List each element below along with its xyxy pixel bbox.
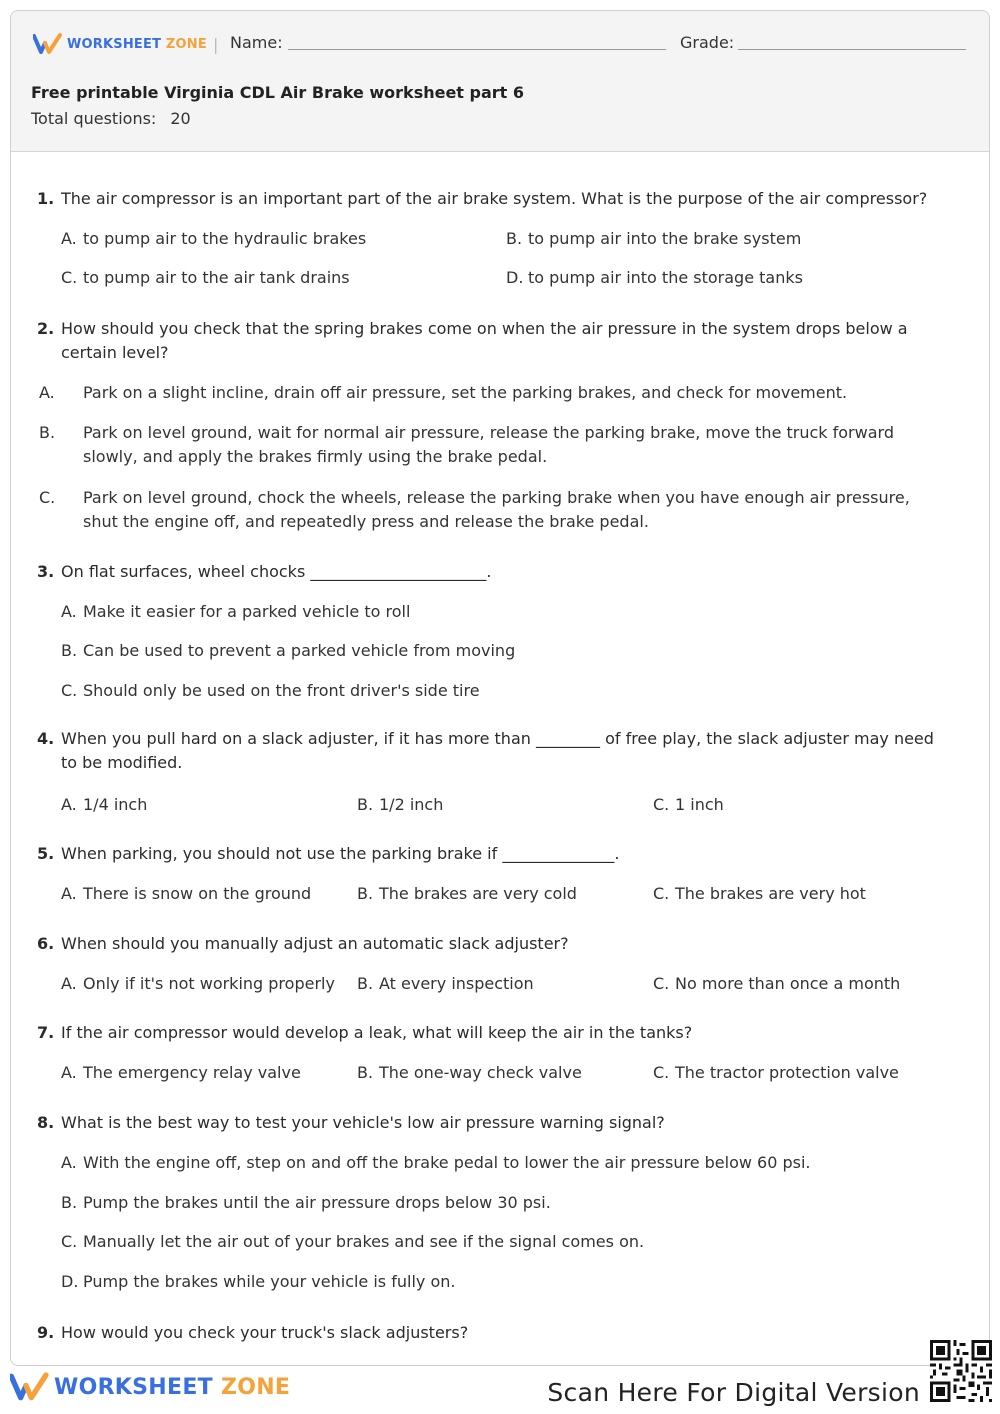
option-1c[interactable] [61,266,350,290]
brand-logo [33,33,207,55]
option-text: to pump air into the storage tanks [528,268,803,287]
option-5a[interactable] [61,882,311,906]
option-6c[interactable] [653,972,900,996]
option-text: Pump the brakes until the air pressure drops below 30 psi. [83,1193,551,1212]
question-text: The air compressor is an important part of the air brake system. What is the purpose of the air compressor? [61,189,928,208]
question-number: 2. [37,319,55,338]
option-text: 1/4 inch [83,795,148,814]
logo-mark-icon [10,1372,50,1402]
option-key: B. [357,974,374,993]
option-4a[interactable] [61,793,147,817]
question-number: 9. [37,1323,55,1342]
option-text: The brakes are very cold [379,884,577,903]
question-text: If the air compressor would develop a leak, what will keep the air in the tanks? [61,1023,693,1042]
name-label: Name: [230,33,283,52]
option-text: There is snow on the ground [83,884,312,903]
brand-part1: WORKSHEET [54,1374,213,1400]
option-7c[interactable] [653,1061,899,1085]
question-2 [37,317,937,365]
option-2a[interactable] [39,381,943,405]
question-text: What is the best way to test your vehicle's low air pressure warning signal? [61,1113,665,1132]
option-8c[interactable] [61,1230,644,1254]
option-7b[interactable] [357,1061,582,1085]
option-4b[interactable] [357,793,443,817]
scan-digital-version-text: Scan Here For Digital Version [547,1378,920,1407]
option-6b[interactable] [357,972,534,996]
option-key: A. [61,1153,77,1172]
option-1b[interactable] [506,227,801,251]
brand-part2: ZONE [220,1374,291,1400]
option-text: to pump air to the hydraulic brakes [83,229,367,248]
option-key: A. [61,1063,77,1082]
option-key: B. [357,884,374,903]
option-key: A. [39,383,55,402]
option-text: Only if it's not working properly [83,974,335,993]
option-key: B. [506,229,523,248]
option-text: Pump the brakes while your vehicle is fully on. [83,1272,456,1291]
option-8b[interactable] [61,1191,551,1215]
question-number: 4. [37,729,55,748]
option-key: B. [357,1063,374,1082]
question-6 [37,932,937,956]
option-key: A. [61,974,77,993]
worksheet-header [11,11,989,152]
option-text: 1/2 inch [379,795,444,814]
option-1a[interactable] [61,227,366,251]
option-key: C. [39,488,56,507]
question-7 [37,1021,937,1045]
option-key: D. [61,1272,79,1291]
option-8a[interactable] [61,1151,811,1175]
option-key: C. [61,268,78,287]
option-key: B. [39,423,56,442]
option-2b[interactable] [39,421,943,469]
option-text: Should only be used on the front driver's side tire [83,681,480,700]
option-text: The one-way check valve [379,1063,582,1082]
total-label: Total questions: [31,109,157,128]
question-text: How should you check that the spring brakes come on when the air pressure in the system drops below a certain level? [61,319,908,362]
question-4 [37,727,937,775]
question-number: 7. [37,1023,55,1042]
option-text: At every inspection [379,974,534,993]
option-5c[interactable] [653,882,866,906]
option-text: Park on a slight incline, drain off air pressure, set the parking brakes, and check for movement. [83,383,848,402]
option-text: With the engine off, step on and off the brake pedal to lower the air pressure below 60 psi. [83,1153,811,1172]
option-text: The brakes are very hot [675,884,866,903]
grade-label: Grade: [680,33,735,52]
option-text: The emergency relay valve [83,1063,301,1082]
option-text: Manually let the air out of your brakes and see if the signal comes on. [83,1232,645,1251]
option-key: C. [61,1232,78,1251]
total-questions [31,109,191,128]
brand-part1: WORKSHEET [67,36,162,52]
grade-field[interactable] [738,49,966,50]
name-field[interactable] [288,49,666,50]
brand-name [67,37,207,52]
worksheet-footer [0,1364,1000,1414]
question-5 [37,842,937,866]
option-key: B. [61,641,78,660]
option-text: to pump air to the air tank drains [83,268,350,287]
question-number: 6. [37,934,55,953]
total-value: 20 [170,109,191,128]
question-3 [37,560,937,584]
option-key: C. [653,884,670,903]
option-text: Park on level ground, chock the wheels, release the parking brake when you have enough air pressure, shut the engine off, and repeatedly press and release the brake pedal. [83,488,910,531]
question-number: 1. [37,189,55,208]
option-2c[interactable] [39,486,943,534]
option-text: Can be used to prevent a parked vehicle from moving [83,641,516,660]
worksheet-sheet [10,10,990,1366]
question-number: 5. [37,844,55,863]
option-text: to pump air into the brake system [528,229,802,248]
logo-mark-icon [33,33,63,55]
question-text: On flat surfaces, wheel chocks ______________________. [61,562,492,581]
option-text: 1 inch [675,795,724,814]
option-5b[interactable] [357,882,577,906]
option-7a[interactable] [61,1061,301,1085]
question-8 [37,1111,937,1135]
question-text: How would you check your truck's slack adjusters? [61,1323,469,1342]
header-divider: | [213,35,219,54]
option-3b[interactable] [61,639,515,663]
question-number: 3. [37,562,55,581]
option-3a[interactable] [61,600,410,624]
option-key: B. [357,795,374,814]
option-key: A. [61,229,77,248]
footer-brand-name [54,1375,290,1400]
question-9 [37,1321,937,1345]
option-key: A. [61,795,77,814]
question-text: When should you manually adjust an automatic slack adjuster? [61,934,569,953]
question-text: When parking, you should not use the parking brake if ______________. [61,844,620,863]
footer-brand-logo [10,1372,290,1402]
option-key: C. [61,681,78,700]
option-1d[interactable] [506,266,803,290]
option-text: Park on level ground, wait for normal air pressure, release the parking brake, move the truck forward slowly, and apply the brakes firmly using the brake pedal. [83,423,894,466]
option-text: Make it easier for a parked vehicle to roll [83,602,411,621]
option-8d[interactable] [61,1270,455,1294]
option-key: C. [653,1063,670,1082]
option-text: No more than once a month [675,974,901,993]
option-key: D. [506,268,524,287]
option-6a[interactable] [61,972,335,996]
question-number: 8. [37,1113,55,1132]
brand-part2: ZONE [165,36,207,52]
option-key: C. [653,974,670,993]
question-text: When you pull hard on a slack adjuster, if it has more than ________ of free play, the slack adjuster may need to be modified. [61,729,934,772]
worksheet-title: Free printable Virginia CDL Air Brake worksheet part 6 [31,83,525,102]
option-key: A. [61,884,77,903]
option-key: B. [61,1193,78,1212]
option-3c[interactable] [61,679,480,703]
option-4c[interactable] [653,793,724,817]
option-text: The tractor protection valve [675,1063,899,1082]
option-key: A. [61,602,77,621]
option-key: C. [653,795,670,814]
question-1 [37,187,937,211]
